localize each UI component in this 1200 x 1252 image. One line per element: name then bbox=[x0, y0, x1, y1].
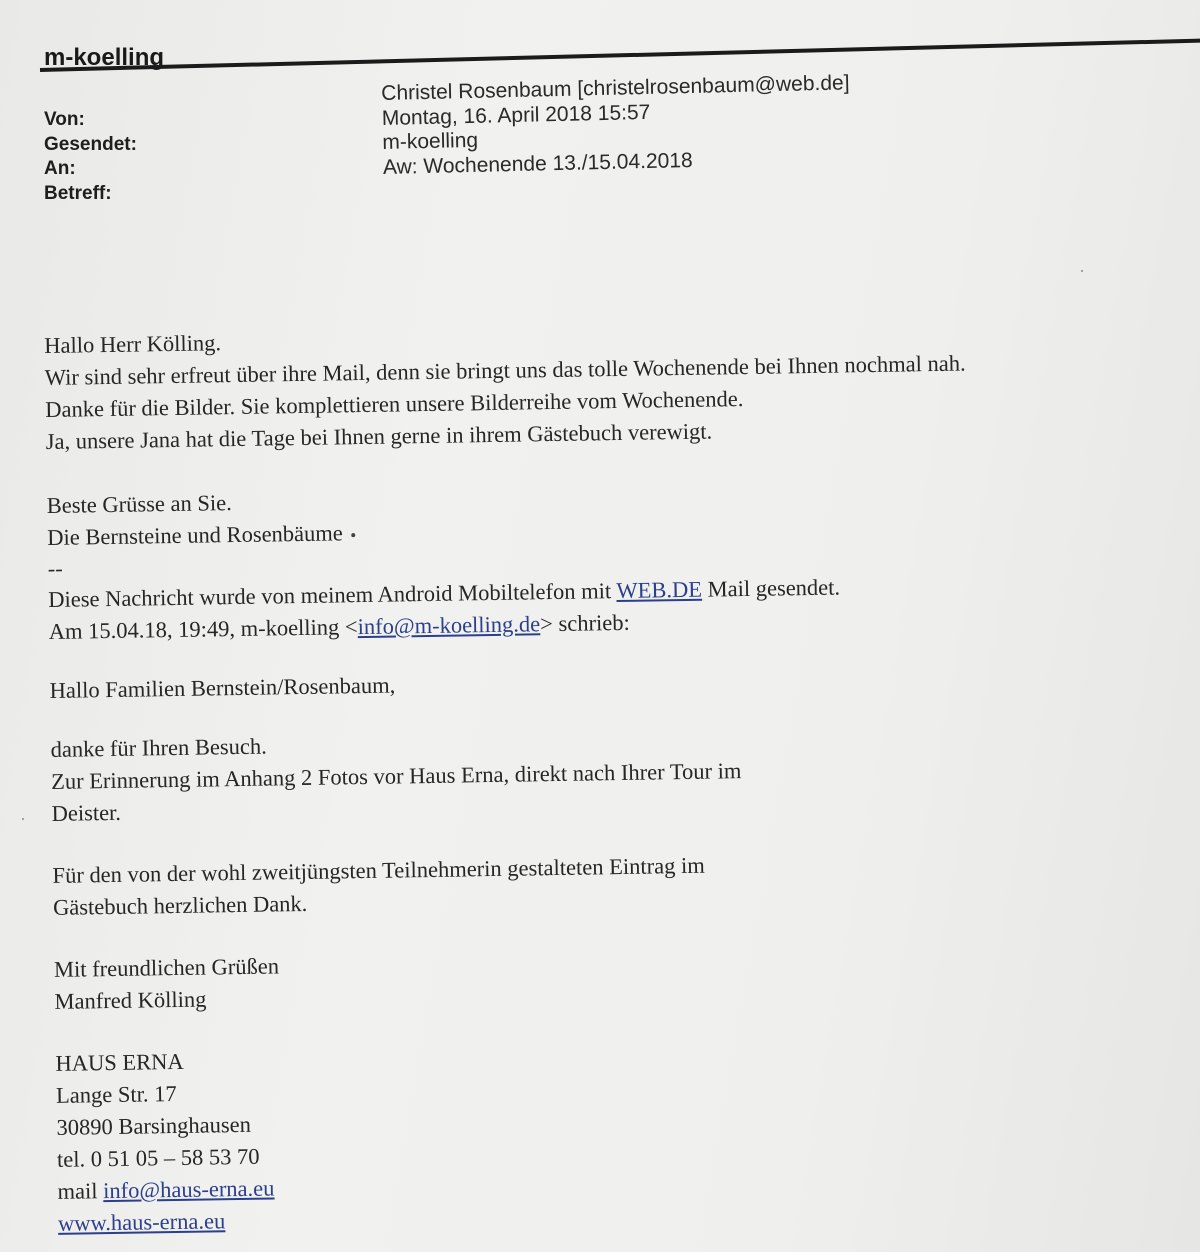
original-photos-1: Zur Erinnerung im Anhang 2 Fotos vor Haus Erna, direkt nach Ihrer Tour im bbox=[50, 758, 742, 794]
quote-text-post: > schrieb: bbox=[539, 609, 630, 637]
meta-values bbox=[381, 71, 851, 180]
original-name: Manfred Kölling bbox=[54, 986, 207, 1014]
original-regards: Mit freundlichen Grüßen bbox=[53, 953, 280, 982]
signature-phone: tel. 0 51 05 – 58 53 70 bbox=[56, 1143, 260, 1172]
reply-line-1: Wir sind sehr erfreut über ihre Mail, denn sie bringt uns das tolle Wochenende bei Ihnen nochmal nah. bbox=[44, 350, 966, 390]
signature-city: 30890 Barsinghausen bbox=[56, 1111, 252, 1140]
signature-street: Lange Str. 17 bbox=[55, 1081, 177, 1108]
reply-line-3: Ja, unsere Jana hat die Tage bei Ihnen gerne in ihrem Gästebuch verewigt. bbox=[45, 418, 713, 454]
footer-text-pre: Diese Nachricht wurde von meinem Android Mobiltelefon mit bbox=[48, 578, 617, 612]
value-from: Christel Rosenbaum [christelrosenbaum@web.de] bbox=[381, 71, 850, 105]
quote-text-pre: Am 15.04.18, 19:49, m-koelling < bbox=[48, 614, 358, 644]
email-body bbox=[44, 312, 1198, 1240]
reply-greeting: Hallo Herr Kölling. bbox=[44, 330, 222, 358]
label-sent: Gesendet: bbox=[44, 133, 137, 155]
reply-line-2: Danke für die Bilder. Sie komplettieren unsere Bilderreihe vom Wochenende. bbox=[45, 386, 744, 422]
original-thanks: danke für Ihren Besuch. bbox=[50, 733, 267, 762]
reply-closing-1: Beste Grüsse an Sie. bbox=[46, 490, 232, 518]
header-title: m-koelling bbox=[44, 44, 165, 71]
label-subject: Betreff: bbox=[44, 182, 112, 204]
value-sent: Montag, 16. April 2018 15:57 bbox=[381, 100, 651, 130]
quote-email-link[interactable]: info@m-koelling.de bbox=[357, 611, 541, 640]
value-to: m-koelling bbox=[382, 128, 479, 154]
original-greeting: Hallo Familien Bernstein/Rosenbaum, bbox=[49, 672, 396, 703]
webde-link[interactable]: WEB.DE bbox=[616, 576, 703, 604]
paper-speck bbox=[1081, 270, 1083, 272]
signature-website-link[interactable]: www.haus-erna.eu bbox=[57, 1208, 226, 1236]
paper-speck bbox=[22, 818, 24, 820]
label-from: Von: bbox=[44, 109, 85, 130]
original-guestbook-2: Gästebuch herzlichen Dank. bbox=[52, 890, 308, 920]
header-rule bbox=[40, 38, 1200, 72]
reply-separator: -- bbox=[47, 555, 63, 581]
signature-mail-link[interactable]: info@haus-erna.eu bbox=[102, 1175, 275, 1204]
meta-labels bbox=[44, 108, 137, 206]
signature-mail-label: mail bbox=[57, 1178, 104, 1204]
value-subject: Aw: Wochenende 13./15.04.2018 bbox=[382, 148, 693, 179]
ink-dot bbox=[351, 533, 355, 537]
reply-closing-2: Die Bernsteine und Rosenbäume bbox=[47, 520, 343, 550]
signature-company: HAUS ERNA bbox=[55, 1048, 184, 1076]
original-guestbook-1: Für den von der wohl zweitjüngsten Teilnehmerin gestalteten Eintrag im bbox=[52, 852, 705, 888]
footer-text-post: Mail gesendet. bbox=[701, 574, 841, 602]
label-to: An: bbox=[44, 158, 76, 179]
original-photos-2: Deister. bbox=[51, 799, 122, 826]
